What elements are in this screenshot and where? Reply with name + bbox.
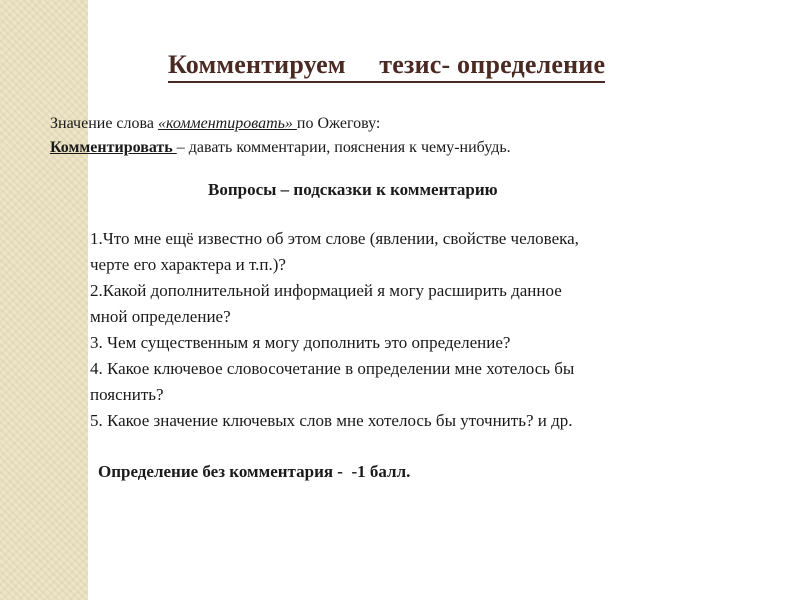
- meaning-suffix: по Ожегову:: [296, 115, 381, 132]
- slide-title: Комментируем тезис- определение: [168, 50, 605, 83]
- scoring-note: Определение без комментария - -1 балл.: [98, 462, 411, 481]
- question-line: черте его характера и т.п.)?: [90, 255, 286, 274]
- definition-term: Комментировать: [50, 139, 177, 156]
- word-meaning-block: [50, 112, 511, 160]
- definition-line: [50, 136, 511, 160]
- question-line: 1.Что мне ещё известно об этом слове (явлении, свойстве человека,: [90, 229, 579, 248]
- question-line: 2.Какой дополнительной информацией я могу расширить данное: [90, 281, 562, 300]
- definition-text: – давать комментарии, пояснения к чему-нибудь.: [176, 139, 511, 156]
- question-line: 5. Какое значение ключевых слов мне хотелось бы уточнить? и др.: [90, 411, 573, 430]
- meaning-prefix: Значение слова: [50, 115, 158, 132]
- questions-heading: Вопросы – подсказки к комментарию: [208, 180, 498, 199]
- questions-list: [90, 226, 750, 434]
- question-line: мной определение?: [90, 307, 231, 326]
- meaning-line: [50, 112, 511, 136]
- question-line: 3. Чем существенным я могу дополнить это определение?: [90, 333, 511, 352]
- question-line: пояснить?: [90, 385, 164, 404]
- meaning-word: «комментировать»: [157, 115, 297, 132]
- question-line: 4. Какое ключевое словосочетание в определении мне хотелось бы: [90, 359, 575, 378]
- decorative-side-strip: [0, 0, 88, 600]
